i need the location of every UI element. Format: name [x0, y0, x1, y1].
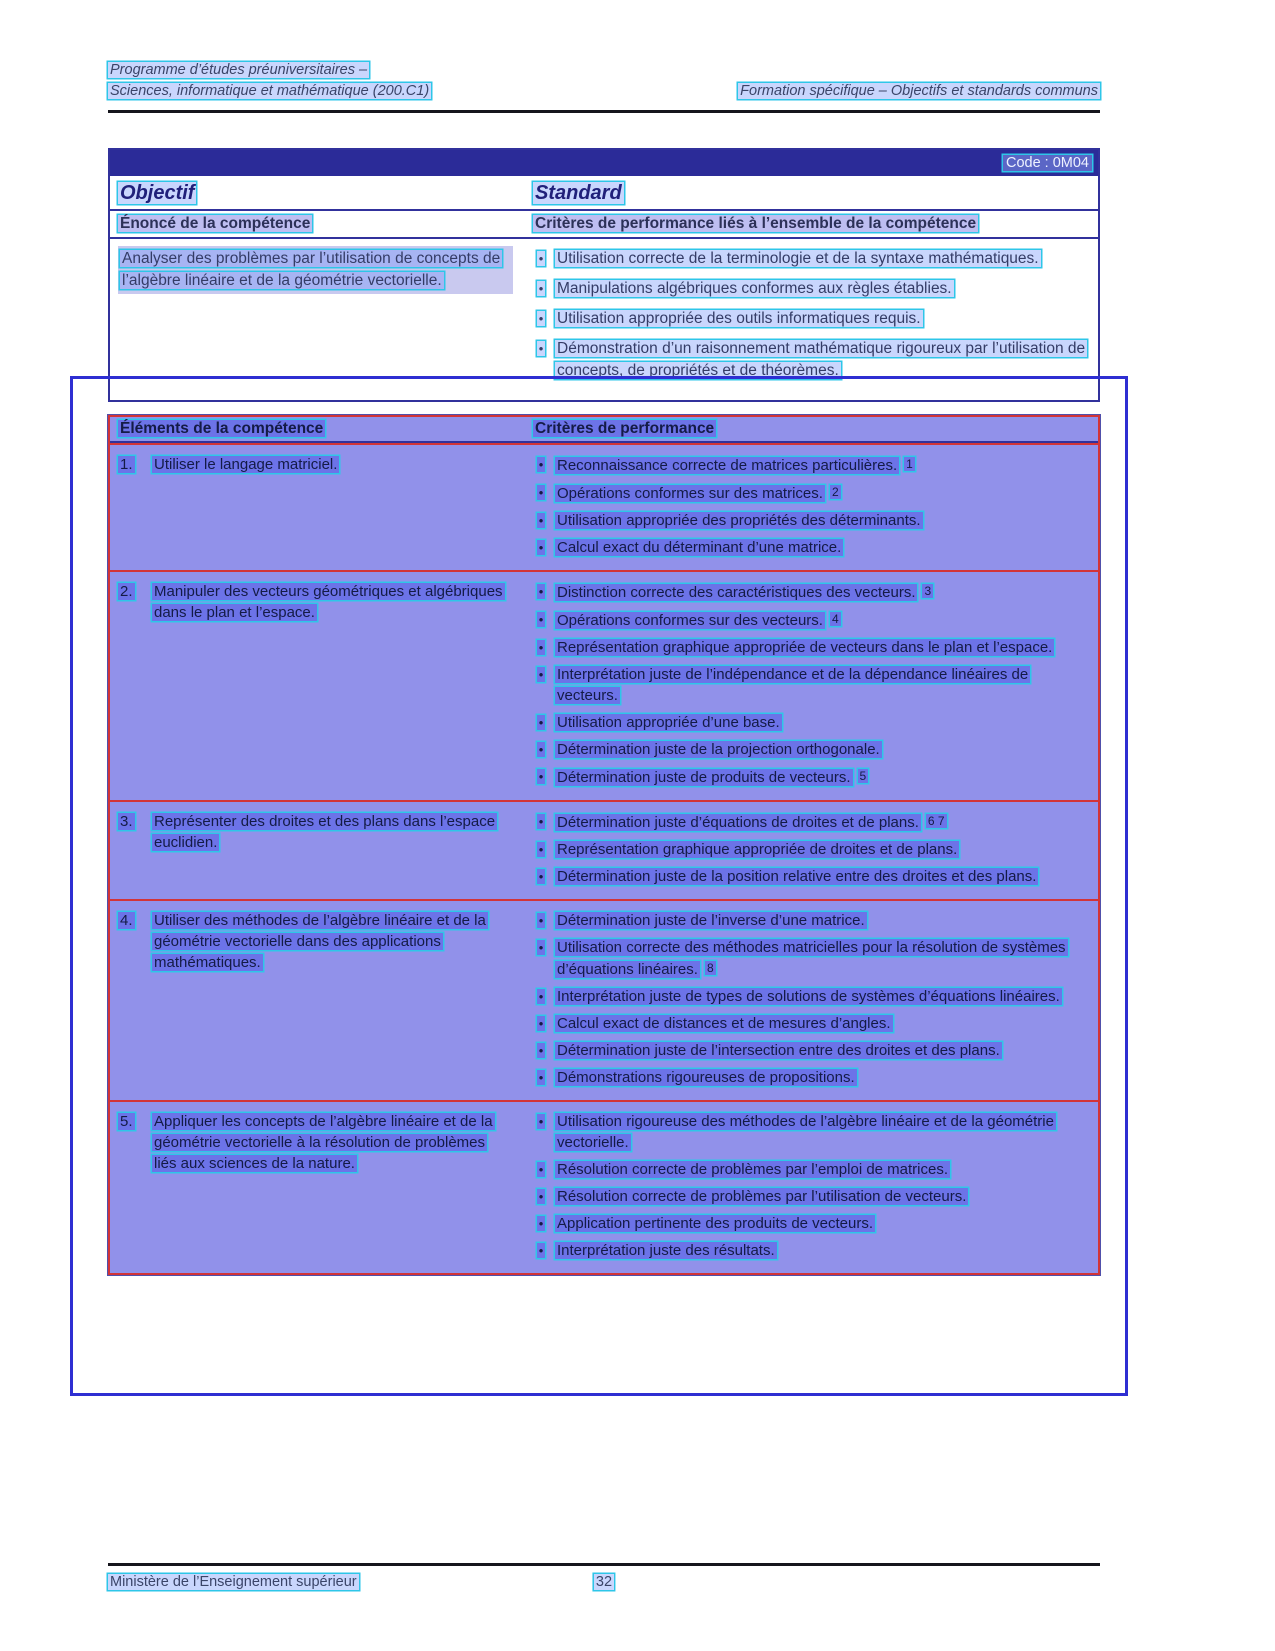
- criterion-item: [527, 1186, 1088, 1207]
- element-text: Manipuler des vecteurs géométriques et algébriques dans le plan et l’espace.: [154, 583, 503, 621]
- bullet-icon: •: [538, 1216, 544, 1231]
- header-left: [108, 60, 431, 102]
- criterion-text: Utilisation correcte des méthodes matricielles pour la résolution de systèmes d’équations linéaires.: [557, 939, 1066, 978]
- bullet-icon: •: [538, 640, 544, 655]
- bullet-icon: •: [538, 584, 544, 599]
- global-criteria-list: [525, 246, 1098, 390]
- bullet-icon: •: [538, 814, 544, 829]
- element-number: 1.: [120, 456, 133, 473]
- bullet-icon: •: [538, 1016, 544, 1031]
- header-right: [738, 81, 1100, 102]
- criterion-text: Représentation graphique appropriée de vecteurs dans le plan et l’espace.: [557, 639, 1053, 656]
- criterion-item: [527, 1040, 1088, 1061]
- bullet-icon: •: [538, 1243, 544, 1258]
- criterion-item: [527, 1213, 1088, 1234]
- criterion-item: [527, 454, 1088, 476]
- criterion-item: [527, 664, 1088, 706]
- criterion-text: Utilisation correcte de la terminologie et de la syntaxe mathématiques.: [557, 250, 1039, 267]
- criterion-item: [527, 1111, 1088, 1153]
- page-footer: [108, 1572, 1100, 1592]
- objective-title: Objectif: [120, 182, 195, 204]
- criterion-text: Calcul exact du déterminant d’une matrice.: [557, 539, 842, 556]
- criterion-item: [527, 910, 1088, 931]
- title-row: [110, 176, 1098, 209]
- page-number: 32: [595, 1574, 613, 1590]
- footer-ministry: Ministère de l’Enseignement supérieur: [110, 1574, 357, 1590]
- criterion-text: Reconnaissance correcte de matrices particulières.: [557, 457, 898, 474]
- footnote-ref: 1: [906, 457, 913, 471]
- criterion-item: [527, 581, 1088, 603]
- element-row-1: [110, 443, 1098, 570]
- criterion-item: [527, 248, 1090, 270]
- objective-body-row: [110, 239, 1098, 400]
- objective-header-row: [110, 209, 1098, 239]
- element-number: 4.: [120, 912, 133, 929]
- criterion-text: Détermination juste de la projection orthogonale.: [557, 741, 880, 758]
- criterion-item: [527, 510, 1088, 531]
- criterion-item: [527, 766, 1088, 788]
- footer-rule: [108, 1563, 1100, 1566]
- page-header: [108, 60, 1100, 102]
- criteria-header: Critères de performance: [535, 420, 715, 437]
- bullet-icon: •: [538, 715, 544, 730]
- bullet-icon: •: [538, 940, 544, 955]
- footnote-ref: 8: [706, 961, 714, 975]
- competency-statement-text: Analyser des problèmes par l’utilisation de concepts de l’algèbre linéaire et de la géométrie vectorielle.: [122, 250, 501, 289]
- criterion-text: Utilisation appropriée des outils informatiques requis.: [557, 310, 921, 327]
- bullet-icon: •: [538, 1162, 544, 1177]
- element-cell: [110, 809, 525, 893]
- criterion-text: Opérations conformes sur des vecteurs.: [557, 612, 823, 629]
- criteria-list: [525, 908, 1098, 1094]
- criterion-item: [527, 1067, 1088, 1088]
- criterion-text: Calcul exact de distances et de mesures d’angles.: [557, 1015, 891, 1032]
- competency-statement-header: Énoncé de la compétence: [120, 215, 311, 232]
- bullet-icon: •: [538, 281, 544, 296]
- criterion-item: [527, 839, 1088, 860]
- code-badge: Code : 0M04: [1003, 155, 1092, 171]
- criteria-list: [525, 809, 1098, 893]
- bullet-icon: •: [538, 1114, 544, 1129]
- performance-criteria-header: Critères de performance liés à l’ensemble de la compétence: [535, 215, 977, 232]
- footnote-ref: 3: [924, 584, 932, 598]
- criterion-item: [527, 712, 1088, 733]
- element-number: 2.: [120, 583, 133, 600]
- header-rule: [108, 110, 1100, 113]
- element-number: 5.: [120, 1113, 133, 1130]
- criterion-item: [527, 739, 1088, 760]
- criterion-text: Démonstration d’un raisonnement mathématique rigoureux par l’utilisation de concepts, de propriétés et de théorèmes.: [557, 340, 1086, 379]
- criterion-text: Démonstrations rigoureuses de propositions.: [557, 1069, 855, 1086]
- criterion-item: [527, 537, 1088, 558]
- criteria-list: [525, 579, 1098, 794]
- criterion-text: Utilisation appropriée d’une base.: [557, 714, 780, 731]
- criterion-item: [527, 482, 1088, 504]
- footnote-ref: 4: [831, 612, 839, 626]
- bullet-icon: •: [538, 989, 544, 1004]
- elements-header: Éléments de la compétence: [120, 420, 324, 437]
- bullet-icon: •: [538, 251, 544, 266]
- element-text: Représenter des droites et des plans dans l’espace euclidien.: [154, 813, 496, 851]
- criterion-text: Interprétation juste des résultats.: [557, 1242, 775, 1259]
- bullet-icon: •: [538, 1070, 544, 1085]
- code-bar: [110, 150, 1098, 176]
- criteria-list: [525, 452, 1098, 564]
- bullet-icon: •: [538, 341, 544, 356]
- criterion-text: Application pertinente des produits de vecteurs.: [557, 1215, 874, 1232]
- criterion-item: [527, 937, 1088, 980]
- criterion-text: Détermination juste d’équations de droites et de plans.: [557, 814, 919, 831]
- bullet-icon: •: [538, 742, 544, 757]
- header-section-label: Formation spécifique – Objectifs et standards communs: [740, 83, 1098, 99]
- bullet-icon: •: [538, 1043, 544, 1058]
- element-row-5: [110, 1100, 1098, 1273]
- element-cell: [110, 452, 525, 564]
- criterion-item: [527, 278, 1090, 300]
- footnote-ref: 6 7: [927, 814, 945, 828]
- criterion-text: Distinction correcte des caractéristiques des vecteurs.: [557, 584, 916, 601]
- objective-table: [108, 148, 1100, 402]
- element-cell: [110, 579, 525, 794]
- elements-header-row: [110, 417, 1098, 443]
- criterion-text: Utilisation rigoureuse des méthodes de l’algèbre linéaire et de la géométrie vectorielle.: [557, 1113, 1054, 1151]
- bullet-icon: •: [538, 1189, 544, 1204]
- criterion-text: Détermination juste de l’inverse d’une matrice.: [557, 912, 865, 929]
- competency-statement: [118, 246, 513, 294]
- bullet-icon: •: [538, 612, 544, 627]
- criterion-item: [527, 986, 1088, 1007]
- criterion-text: Résolution correcte de problèmes par l’utilisation de vecteurs.: [557, 1188, 967, 1205]
- criterion-item: [527, 338, 1090, 382]
- criterion-text: Opérations conformes sur des matrices.: [557, 485, 823, 502]
- bullet-icon: •: [538, 311, 544, 326]
- bullet-icon: •: [538, 540, 544, 555]
- criteria-list: [525, 1109, 1098, 1267]
- element-row-4: [110, 899, 1098, 1100]
- criterion-item: [527, 637, 1088, 658]
- element-cell: [110, 908, 525, 1094]
- bullet-icon: •: [538, 869, 544, 884]
- criterion-item: [527, 308, 1090, 330]
- criterion-item: [527, 1013, 1088, 1034]
- bullet-icon: •: [538, 842, 544, 857]
- header-program-line1: Programme d’études préuniversitaires –: [110, 62, 368, 78]
- bullet-icon: •: [538, 457, 544, 472]
- bullet-icon: •: [538, 667, 544, 682]
- criterion-text: Interprétation juste de l’indépendance et de la dépendance linéaires de vecteurs.: [557, 666, 1029, 704]
- footnote-ref: 2: [831, 485, 839, 499]
- criterion-item: [527, 609, 1088, 631]
- criterion-text: Détermination juste de la position relative entre des droites et des plans.: [557, 868, 1037, 885]
- element-text: Utiliser le langage matriciel.: [154, 456, 338, 473]
- criterion-text: Résolution correcte de problèmes par l’emploi de matrices.: [557, 1161, 949, 1178]
- element-text: Appliquer les concepts de l’algèbre linéaire et de la géométrie vectorielle à la résolution de problèmes liés aux sciences de la nature.: [154, 1113, 493, 1172]
- criterion-text: Manipulations algébriques conformes aux règles établies.: [557, 280, 952, 297]
- criterion-text: Détermination juste de l’intersection entre des droites et des plans.: [557, 1042, 1000, 1059]
- criterion-text: Interprétation juste de types de solutions de systèmes d’équations linéaires.: [557, 988, 1060, 1005]
- bullet-icon: •: [538, 769, 544, 784]
- criterion-item: [527, 1159, 1088, 1180]
- element-cell: [110, 1109, 525, 1267]
- standard-title: Standard: [535, 182, 622, 204]
- element-text: Utiliser des méthodes de l’algèbre linéaire et de la géométrie vectorielle dans des applications mathématiques.: [154, 912, 486, 971]
- footnote-ref: 5: [859, 769, 867, 783]
- elements-table: [108, 415, 1100, 1275]
- criterion-item: [527, 1240, 1088, 1261]
- bullet-icon: •: [538, 913, 544, 928]
- header-program-line2: Sciences, informatique et mathématique (200.C1): [110, 83, 430, 99]
- element-row-3: [110, 800, 1098, 899]
- criterion-text: Utilisation appropriée des propriétés des déterminants.: [557, 512, 921, 529]
- criterion-text: Représentation graphique appropriée de droites et de plans.: [557, 841, 958, 858]
- criterion-item: [527, 866, 1088, 887]
- criterion-item: [527, 811, 1088, 833]
- element-number: 3.: [120, 813, 133, 830]
- bullet-icon: •: [538, 513, 544, 528]
- element-row-2: [110, 570, 1098, 800]
- bullet-icon: •: [538, 485, 544, 500]
- criterion-text: Détermination juste de produits de vecteurs.: [557, 769, 851, 786]
